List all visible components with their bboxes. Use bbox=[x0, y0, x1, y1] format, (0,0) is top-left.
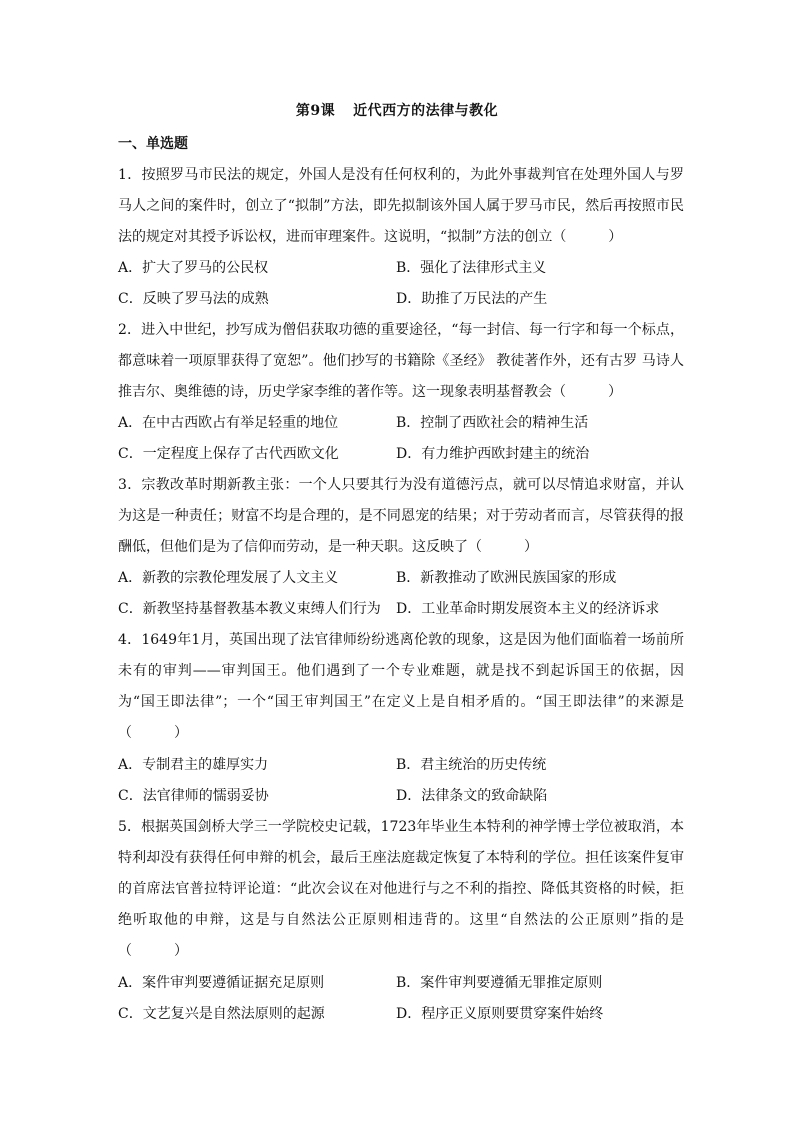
question-1-stem: 1．按照罗马市民法的规定，外国人是没有任何权利的，为此外事裁判官在处理外国人与罗马人之间的案件时，创立了“拟制”方法，即先拟制该外国人属于罗马市民，然后再按照市民法的规定对其授予诉讼权，进而审理案件。这说明，“拟制”方法的创立（ ） bbox=[118, 167, 684, 245]
option-a: A．案件审判要遵循证据充足原则 bbox=[118, 975, 325, 991]
option-d: D．助推了万民法的产生 bbox=[396, 291, 548, 307]
lesson-name: 近代西方的法律与教化 bbox=[353, 103, 499, 119]
option-b: B．强化了法律形式主义 bbox=[396, 260, 547, 276]
question-1-options bbox=[118, 253, 684, 315]
page-title bbox=[0, 100, 794, 120]
option-a: A．专制君主的雄厚实力 bbox=[118, 757, 269, 773]
option-c: C．反映了罗马法的成熟 bbox=[118, 291, 269, 307]
option-d: D．法律条文的致命缺陷 bbox=[396, 788, 548, 804]
question-5-options bbox=[118, 968, 684, 1030]
option-c: C．一定程度上保存了古代西欧文化 bbox=[118, 446, 339, 462]
question-4-options bbox=[118, 750, 684, 812]
question-2-options bbox=[118, 408, 684, 470]
option-a: A．新教的宗教伦理发展了人文主义 bbox=[118, 570, 339, 586]
lesson-number: 第9课 bbox=[295, 103, 336, 119]
question-3-stem: 3．宗教改革时期新教主张：一个人只要其行为没有道德污点，就可以尽情追求财富，并认为这是一种责任；财富不均是合理的，是不同恩宠的结果；对于劳动者而言，尽管获得的报酬低，但他们是为了信仰而劳动，是一种天职。这反映了（ ） bbox=[118, 477, 684, 555]
section-heading: 一、单选题 bbox=[118, 136, 188, 152]
option-d: D．有力维护西欧封建主的统治 bbox=[396, 446, 590, 462]
option-b: B．君主统治的历史传统 bbox=[396, 757, 547, 773]
option-b: B．控制了西欧社会的精神生活 bbox=[396, 415, 589, 431]
option-a: A．在中古西欧占有举足轻重的地位 bbox=[118, 415, 339, 431]
option-b: B．新教推动了欧洲民族国家的形成 bbox=[396, 570, 617, 586]
question-2-stem: 2．进入中世纪，抄写成为僧侣获取功德的重要途径，“每一封信、每一行字和每一个标点，都意味着一项原罪获得了宽恕”。他们抄写的书籍除《圣经》 教徒著作外，还有古罗 马诗人推吉尔、奥维德的诗，历史学家李维的著作等。这一现象表明基督教会（ ） bbox=[118, 322, 684, 400]
option-c: C．文艺复兴是自然法原则的起源 bbox=[118, 1006, 325, 1022]
question-4-stem: 4．1649年1月，英国出现了法官律师纷纷逃离伦敦的现象，这是因为他们面临着一场前所未有的审判——审判国王。他们遇到了一个专业难题，就是找不到起诉国王的依据，因为“国王即法律”；一个“国王审判国王”在定义上是自相矛盾的。“国王即法律”的来源是（ ） bbox=[118, 632, 684, 741]
question-5-stem: 5．根据英国剑桥大学三一学院校史记载，1723年毕业生本特利的神学博士学位被取消，本特利却没有获得任何申辩的机会，最后王座法庭裁定恢复了本特利的学位。担任该案件复审的首席法官普拉特评论道：“此次会议在对他进行与之不利的指控、降低其资格的时候，拒绝听取他的申辩，这是与自然法公正原则相违背的。这里“自然法的公正原则”指的是（ ） bbox=[118, 819, 684, 959]
option-d: D．程序正义原则要贯穿案件始终 bbox=[396, 1006, 604, 1022]
option-b: B．案件审判要遵循无罪推定原则 bbox=[396, 975, 603, 991]
option-c: C．法官律师的懦弱妥协 bbox=[118, 788, 269, 804]
option-a: A．扩大了罗马的公民权 bbox=[118, 260, 269, 276]
option-c: C．新教坚持基督教基本教义束缚人们行为 bbox=[118, 601, 381, 617]
question-3-options bbox=[118, 563, 684, 625]
option-d: D．工业革命时期发展资本主义的经济诉求 bbox=[396, 601, 660, 617]
